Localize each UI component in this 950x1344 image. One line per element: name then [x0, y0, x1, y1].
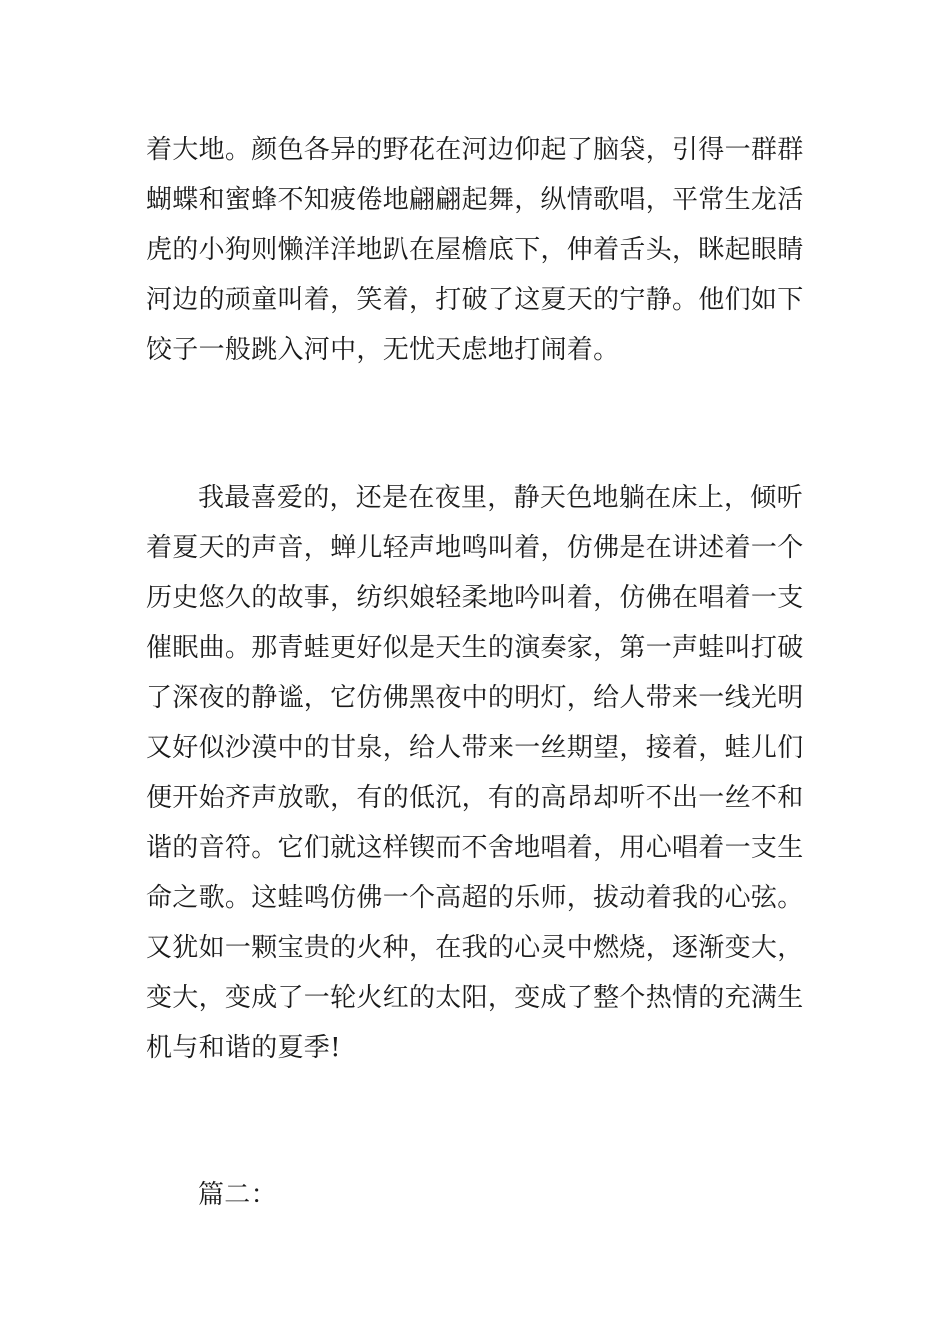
paragraph-line: 机与和谐的夏季!	[146, 1033, 341, 1063]
paragraph-line: 蝴蝶和蜜蜂不知疲倦地翩翩起舞，纵情歌唱，平常生龙活	[146, 185, 804, 215]
paragraph-line: 着大地。颜色各异的野花在河边仰起了脑袋，引得一群群	[146, 135, 804, 165]
paragraph-line: 谐的音符。它们就这样锲而不舍地唱着，用心唱着一支生	[146, 833, 804, 863]
paragraph-line: 历史悠久的故事，纺织娘轻柔地吟叫着，仿佛在唱着一支	[146, 583, 804, 613]
paragraph-line: 又犹如一颗宝贵的火种，在我的心灵中燃烧，逐渐变大，	[146, 933, 804, 963]
paragraph-line: 饺子一般跳入河中，无忧天虑地打闹着。	[146, 335, 620, 365]
paragraph-line: 我最喜爱的，还是在夜里，静天色地躺在床上，倾听	[198, 483, 803, 513]
paragraph-line: 着夏天的声音，蝉儿轻声地鸣叫着，仿佛是在讲述着一个	[146, 533, 804, 563]
paragraph-line: 河边的顽童叫着，笑着，打破了这夏天的宁静。他们如下	[146, 285, 804, 315]
paragraph-line: 命之歌。这蛙鸣仿佛一个高超的乐师，拔动着我的心弦。	[146, 883, 804, 913]
paragraph-line: 又好似沙漠中的甘泉，给人带来一丝期望，接着，蛙儿们	[146, 733, 804, 763]
paragraph-line: 了深夜的静谧，它仿佛黑夜中的明灯，给人带来一线光明	[146, 683, 804, 713]
paragraph-line: 便开始齐声放歌，有的低沉，有的高昂却听不出一丝不和	[146, 783, 804, 813]
paragraph-line: 变大，变成了一轮火红的太阳，变成了整个热情的充满生	[146, 983, 804, 1013]
paragraph-line: 催眠曲。那青蛙更好似是天生的演奏家，第一声蛙叫打破	[146, 633, 804, 663]
paragraph-line: 虎的小狗则懒洋洋地趴在屋檐底下，伸着舌头，眯起眼睛	[146, 235, 804, 265]
section-heading: 篇二：	[198, 1180, 277, 1210]
